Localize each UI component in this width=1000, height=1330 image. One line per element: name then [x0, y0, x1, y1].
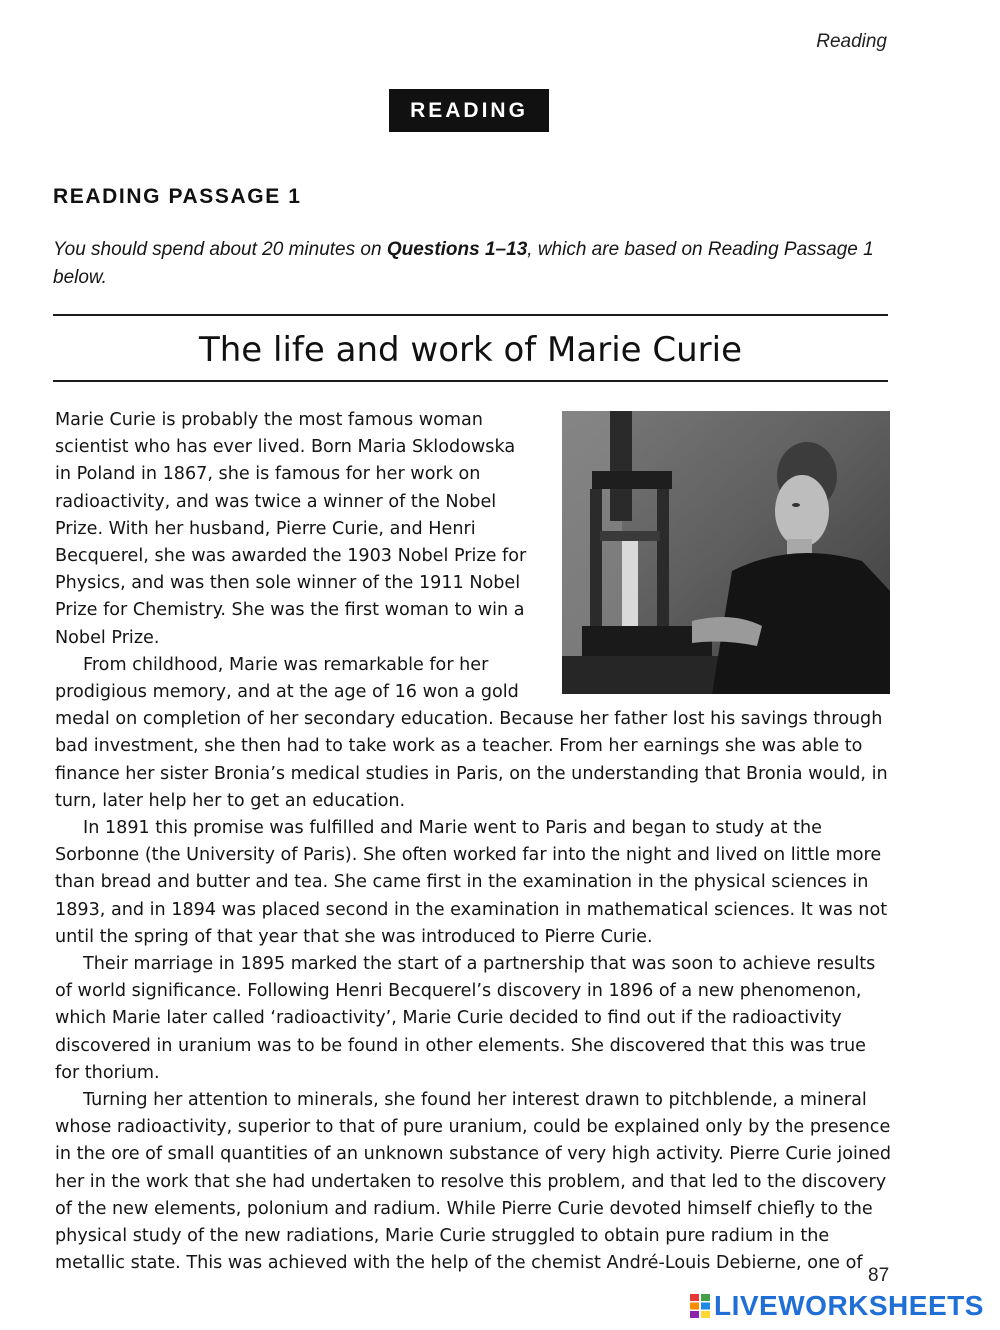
- page-number: 87: [868, 1265, 890, 1286]
- running-head: Reading: [816, 31, 887, 52]
- title-rule-bottom: [53, 380, 888, 382]
- section-label: READING: [389, 89, 549, 132]
- paragraph-3: In 1891 this promise was fulfilled and Marie went to Paris and began to study at the Sorbonne (the University of Paris). She often worked far into the night and lived on little more than bread and butter and tea. She came first in the examination in the physical sciences in 1893, and in 1894 was placed second in the examination in mathematical sciences. It was not until the spring of that year that she was introduced to Pierre Curie.: [55, 818, 888, 947]
- liveworksheets-watermark: [690, 1290, 984, 1322]
- paragraph-4: Their marriage in 1895 marked the start of a partnership that was soon to achieve results of world significance. Following Henri Becquerel’s discovery in 1896 of a new phenomenon, which Marie later called ‘radioactivity’, Marie Curie decided to find out if the radioactivity discovered in uranium was to be found in other elements. She discovered that this was true for thorium.: [55, 954, 876, 1083]
- passage-body: [55, 407, 893, 1278]
- paragraph-2-continued: medal on completion of her secondary education. Because her father lost his savings through bad investment, she then had to take work as a teacher. From her earnings she was able to finance her sister Bronia’s medical studies in Paris, on the understanding that Bronia would, in turn, later help her to get an education.: [55, 709, 888, 811]
- instructions-pre: You should spend about 20 minutes on: [53, 239, 387, 260]
- paragraph-5: Turning her attention to minerals, she found her interest drawn to pitchblende, a mineral whose radioactivity, superior to that of pure uranium, could be explained only by the presence in the ore of small quantities of an unknown substance of very high activity. Pierre Curie joined her in the work that she had undertaken to resolve this problem, and that led to the discovery of the new elements, polonium and radium. While Pierre Curie devoted himself chiefly to the physical study of the new radiations, Marie Curie struggled to obtain pure radium in the metallic state. This was achieved with the help of the chemist André-Louis Debierne, one of: [55, 1090, 892, 1274]
- passage-title: The life and work of Marie Curie: [198, 330, 743, 370]
- passage-heading: READING PASSAGE 1: [53, 185, 302, 208]
- paragraph-1: Marie Curie is probably the most famous woman scientist who has ever lived. Born Maria Sklodowska in Poland in 1867, she is famous for her work on radioactivity, and was twice a winner of the Nobel Prize. With her husband, Pierre Curie, and Henri Becquerel, she was awarded the 1903 Nobel Prize for Physics, and was then sole winner of the 1911 Nobel Prize for Chemistry. She was the first woman to win a Nobel Prize.: [55, 410, 527, 648]
- watermark-text: LIVEWORKSHEETS: [714, 1290, 984, 1321]
- paragraph-2-start: From childhood, Marie was remarkable for her prodigious memory, and at the age of 16 won a gold: [55, 654, 519, 703]
- instructions-post: , which are based on Reading Passage 1 below.: [53, 239, 874, 288]
- title-rule-top: [53, 314, 888, 316]
- liveworksheets-logo-icon: [690, 1294, 710, 1318]
- instructions-questions: Questions 1–13: [386, 239, 528, 260]
- instructions: [53, 236, 893, 292]
